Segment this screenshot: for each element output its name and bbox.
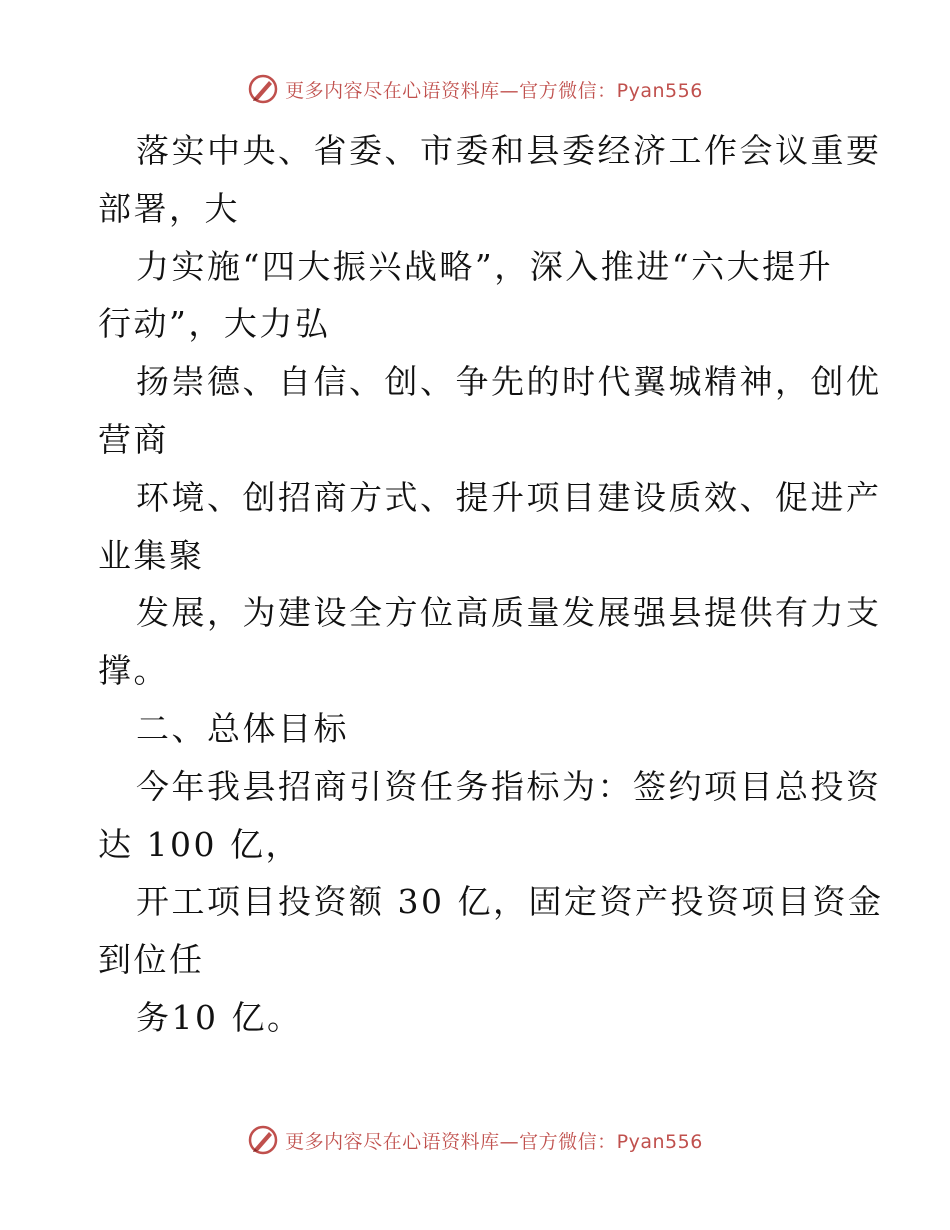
text-line-12: 今年我县招商引资任务指标为：签约项目总投资 — [136, 766, 882, 806]
watermark-text: 更多内容尽在心语资料库—官方微信：Pyan556 — [285, 79, 703, 102]
footer-watermark — [0, 1124, 950, 1156]
document-body — [98, 122, 884, 1047]
section-heading: 二、总体目标 — [136, 708, 349, 748]
text-line-14: 开工项目投资额 30 亿，固定资产投资项目资金 — [136, 882, 884, 922]
text-line-3: 力实施“四大振兴战略”，深入推进“六大提升 — [136, 246, 834, 286]
text-line-7: 环境、创招商方式、提升项目建设质效、促进产 — [136, 477, 882, 517]
text-line-5: 扬崇德、自信、创、争先的时代翼城精神，创优 — [136, 362, 882, 402]
text-line-9: 发展，为建设全方位高质量发展强县提供有力支 — [136, 593, 882, 633]
pen-logo-icon — [247, 1124, 279, 1156]
text-line-10: 撑。 — [98, 651, 169, 691]
text-line-6: 营商 — [98, 419, 169, 459]
text-line-15: 到位任 — [98, 940, 205, 980]
text-line-1: 落实中央、省委、市委和县委经济工作会议重要 — [136, 131, 882, 170]
text-line-2: 部署，大 — [98, 188, 240, 228]
text-line-13: 达 100 亿， — [98, 824, 301, 864]
watermark-text: 更多内容尽在心语资料库—官方微信：Pyan556 — [285, 1130, 703, 1153]
text-line-16: 务10 亿。 — [136, 997, 303, 1037]
header-watermark — [0, 73, 950, 105]
text-line-8: 业集聚 — [98, 535, 205, 575]
pen-logo-icon — [247, 73, 279, 105]
text-line-4: 行动”，大力弘 — [98, 304, 331, 344]
